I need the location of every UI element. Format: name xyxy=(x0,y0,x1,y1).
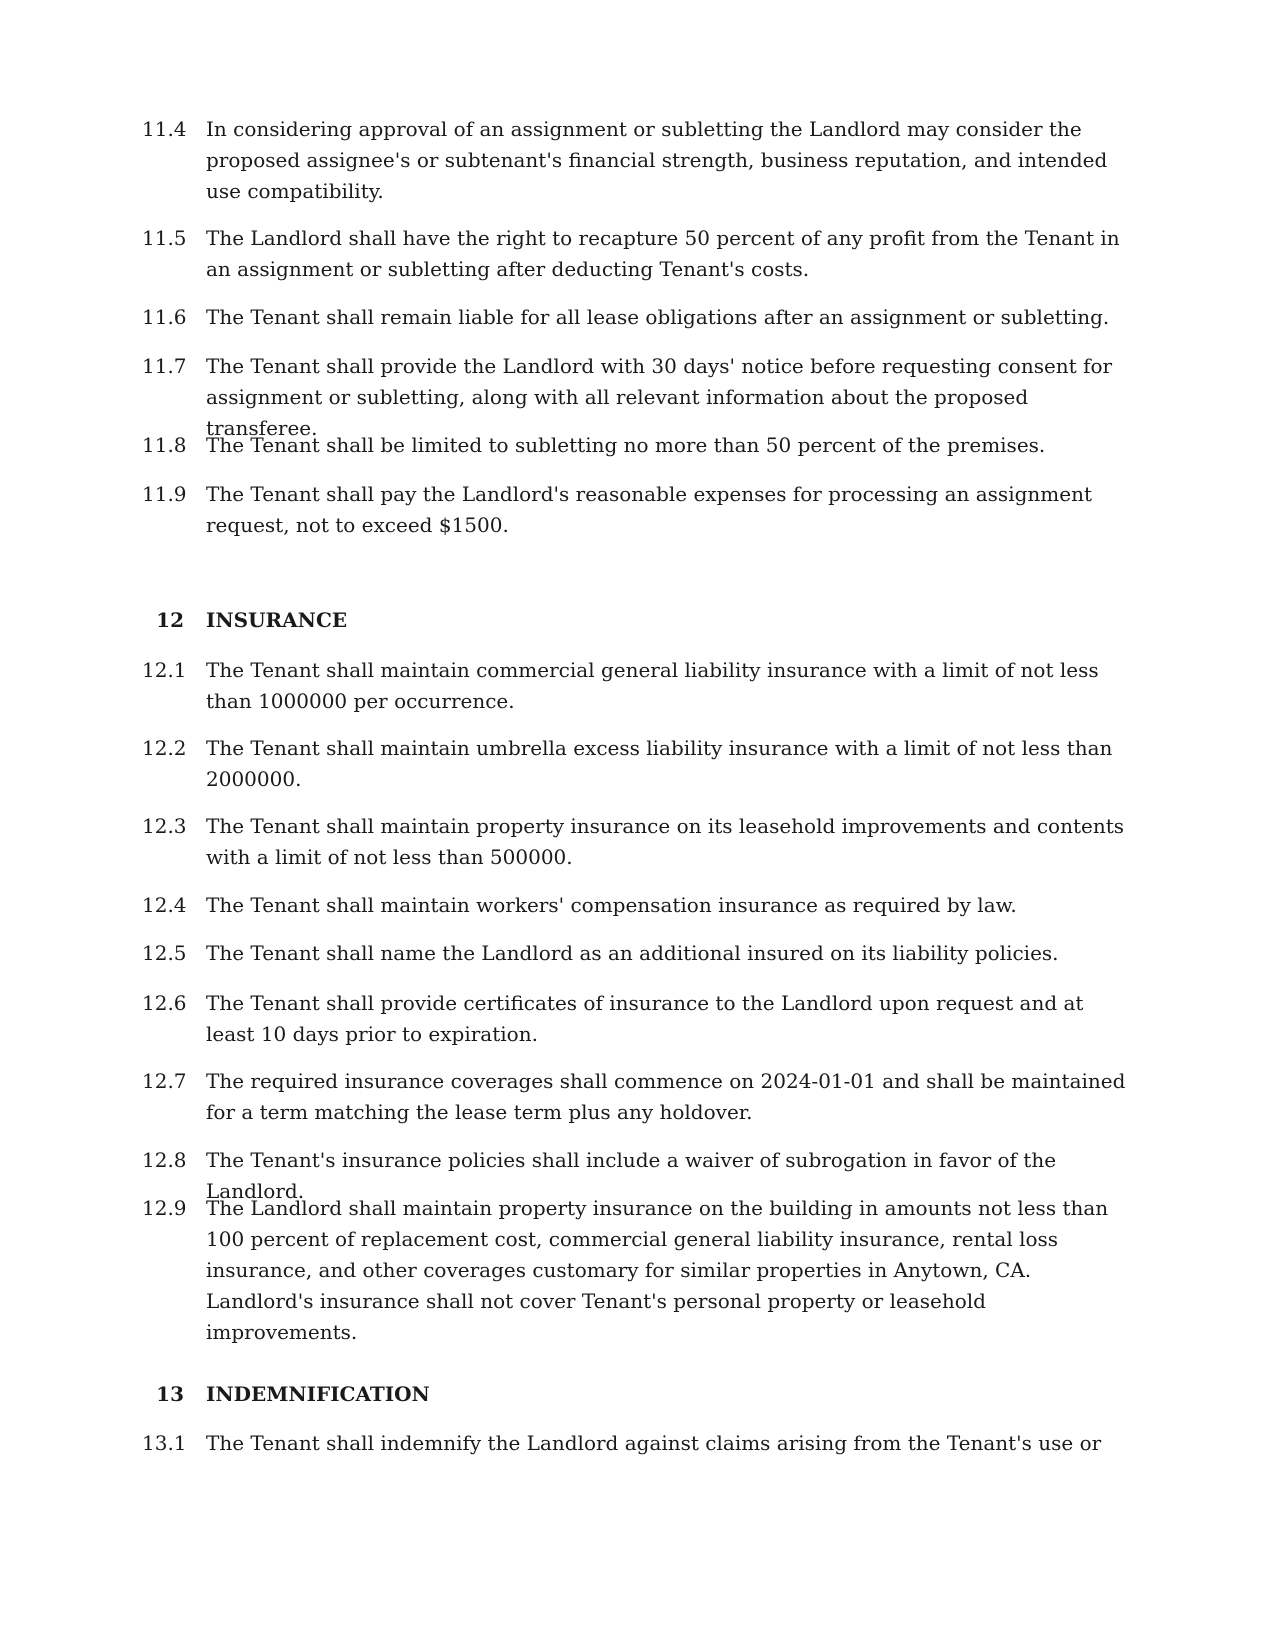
clause-number: 12.1 xyxy=(142,658,187,682)
clause-number: 11.8 xyxy=(142,433,187,457)
clause-number: 12.7 xyxy=(142,1069,187,1093)
clause-text: The Landlord shall have the right to recapture 50 percent of any profit from the Tenant in an assignment or subletting after deducting Tenant's costs. xyxy=(206,226,1120,281)
section-title: INSURANCE xyxy=(206,608,348,632)
clause-11-9 xyxy=(0,479,1275,541)
clause-number: 12.4 xyxy=(142,893,187,917)
clause-12-6 xyxy=(0,988,1275,1050)
section-number: 13 xyxy=(156,1382,184,1406)
clause-number: 12.8 xyxy=(142,1148,187,1172)
clause-number: 11.6 xyxy=(142,305,187,329)
clause-11-6 xyxy=(0,302,1275,333)
clause-12-5 xyxy=(0,938,1275,969)
clause-13-1 xyxy=(0,1428,1275,1459)
clause-12-2 xyxy=(0,733,1275,795)
clause-text: The Tenant shall maintain property insurance on its leasehold improvements and contents with a limit of not less than 500000. xyxy=(206,814,1125,869)
section-number: 12 xyxy=(156,608,184,632)
clause-text: The Tenant shall maintain commercial general liability insurance with a limit of not less than 1000000 per occurrence. xyxy=(206,658,1099,713)
clause-number: 12.2 xyxy=(142,736,187,760)
clause-text: The Tenant shall be limited to subletting no more than 50 percent of the premises. xyxy=(206,433,1046,457)
clause-text: The Tenant's insurance policies shall include a waiver of subrogation in favor of the Landlord. xyxy=(206,1148,1057,1203)
clause-text: The Tenant shall indemnify the Landlord against claims arising from the Tenant's use or xyxy=(206,1431,1102,1455)
section-title: INDEMNIFICATION xyxy=(206,1382,430,1406)
clause-number: 11.7 xyxy=(142,354,187,378)
clause-text: In considering approval of an assignment or subletting the Landlord may consider the proposed assignee's or subtenant's financial strength, business reputation, and intended use compatibility. xyxy=(206,117,1108,203)
clause-number: 12.5 xyxy=(142,941,187,965)
section-heading-indemnification xyxy=(0,1379,1275,1410)
clause-number: 13.1 xyxy=(142,1431,187,1455)
clause-number: 11.5 xyxy=(142,226,187,250)
clause-text: The Tenant shall name the Landlord as an additional insured on its liability policies. xyxy=(206,941,1059,965)
clause-11-4 xyxy=(0,114,1275,207)
clause-number: 11.9 xyxy=(142,482,187,506)
clause-text: The Tenant shall remain liable for all lease obligations after an assignment or subletting. xyxy=(206,305,1110,329)
clause-12-4 xyxy=(0,890,1275,921)
clause-text: The Tenant shall provide certificates of insurance to the Landlord upon request and at least 10 days prior to expiration. xyxy=(206,991,1084,1046)
clause-12-3 xyxy=(0,811,1275,873)
clause-12-9 xyxy=(0,1193,1275,1348)
clause-number: 11.4 xyxy=(142,117,187,141)
clause-text: The required insurance coverages shall commence on 2024-01-01 and shall be maintained for a term matching the lease term plus any holdover. xyxy=(206,1069,1126,1124)
clause-11-8 xyxy=(0,430,1275,461)
clause-number: 12.9 xyxy=(142,1196,187,1220)
clause-text: The Tenant shall maintain umbrella excess liability insurance with a limit of not less than 2000000. xyxy=(206,736,1113,791)
clause-11-5 xyxy=(0,223,1275,285)
clause-text: The Tenant shall provide the Landlord with 30 days' notice before requesting consent for assignment or subletting, along with all relevant information about the proposed transferee. xyxy=(206,354,1113,440)
clause-number: 12.6 xyxy=(142,991,187,1015)
clause-text: The Tenant shall pay the Landlord's reasonable expenses for processing an assignment request, not to exceed $1500. xyxy=(206,482,1092,537)
clause-text: The Landlord shall maintain property insurance on the building in amounts not less than 100 percent of replacement cost, commercial general liability insurance, rental loss insurance, and other coverages customary for similar properties in Anytown, CA. Landlord's insurance shall not cover Tenant's personal property or leasehold improvements. xyxy=(206,1196,1109,1344)
clause-text: The Tenant shall maintain workers' compensation insurance as required by law. xyxy=(206,893,1017,917)
clause-number: 12.3 xyxy=(142,814,187,838)
clause-12-1 xyxy=(0,655,1275,717)
clause-12-7 xyxy=(0,1066,1275,1128)
section-heading-insurance xyxy=(0,605,1275,636)
